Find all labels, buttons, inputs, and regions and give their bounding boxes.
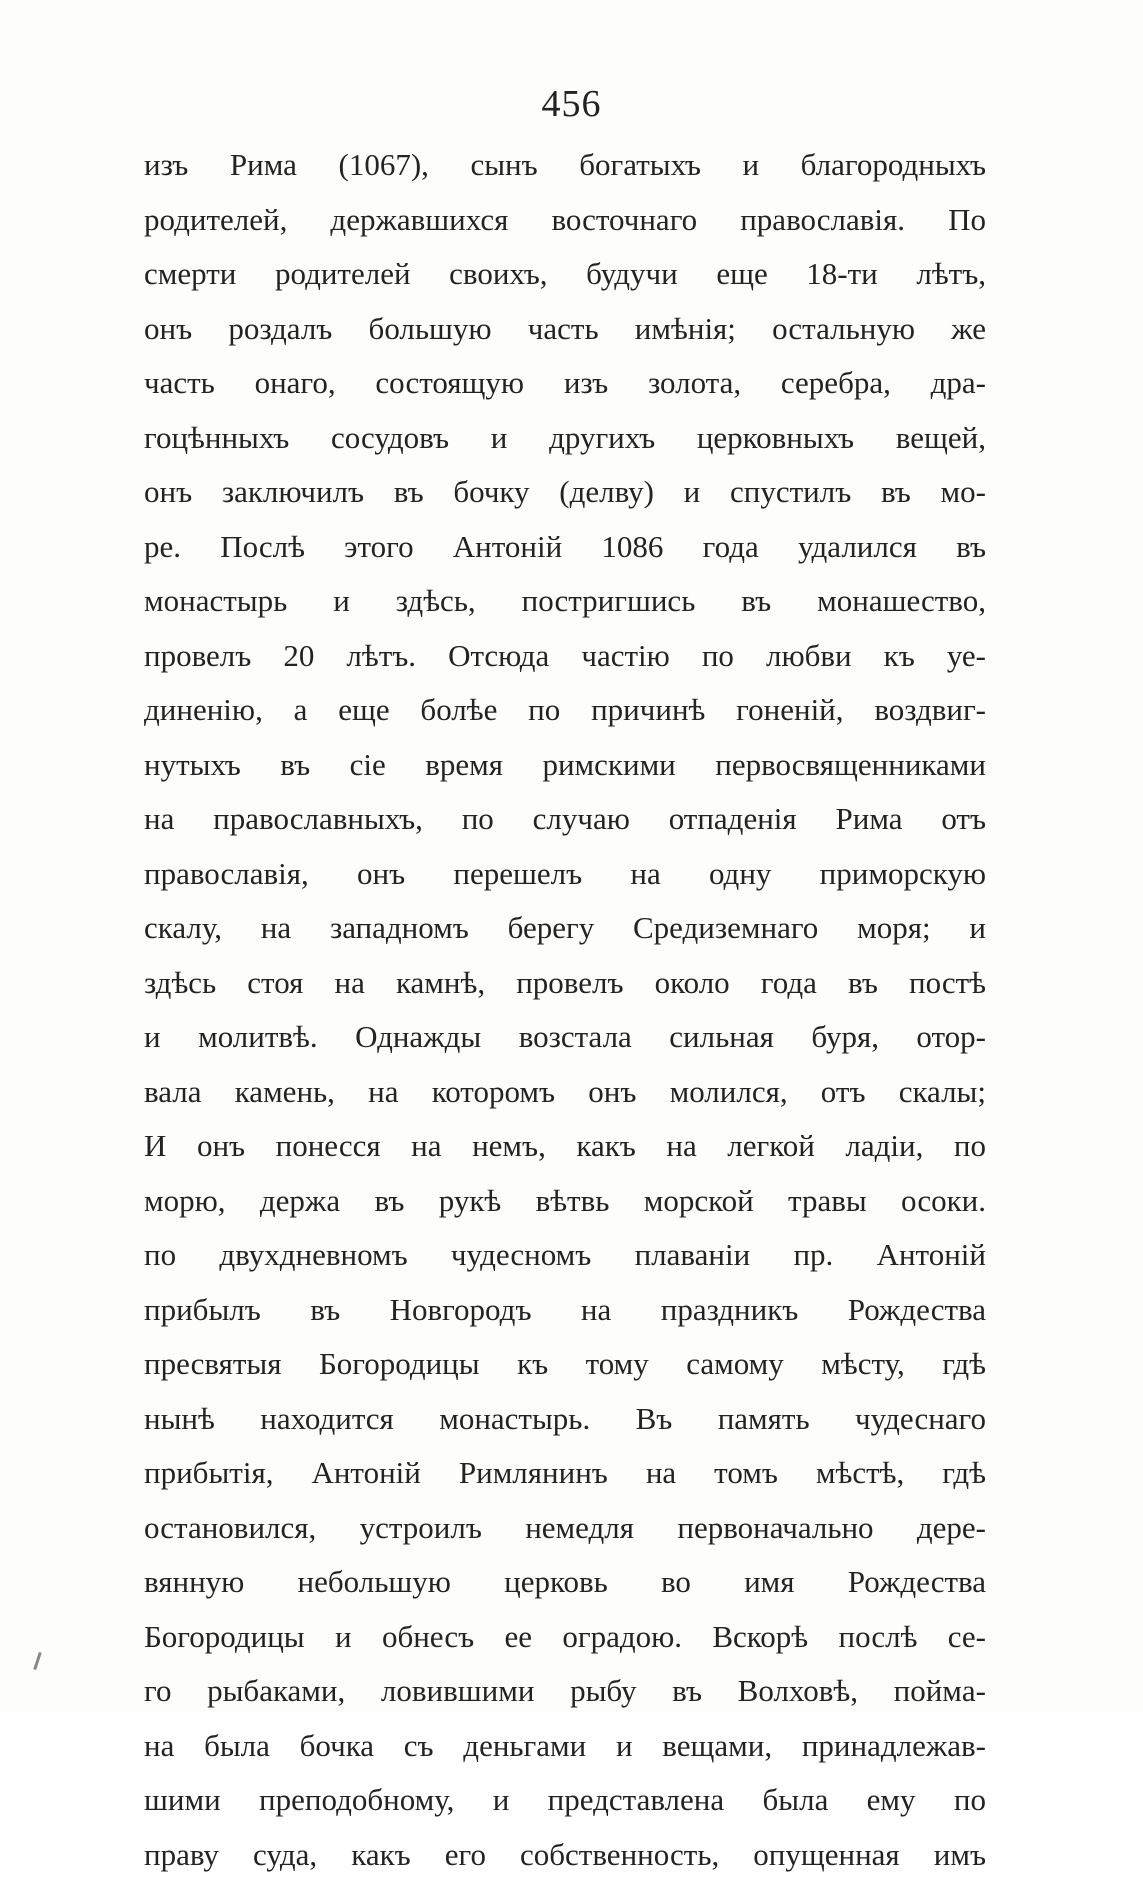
text-line: нынѣ находится монастырь. Въ память чудеснаго <box>144 1392 986 1447</box>
text-line: монастырь и здѣсь, постригшись въ монашество, <box>144 574 986 629</box>
body-text <box>144 138 986 1882</box>
text-line: остановился, устроилъ немедля первоначально дере- <box>144 1501 986 1556</box>
text-line: родителей, державшихся восточнаго православія. По <box>144 193 986 248</box>
text-line: часть онаго, состоящую изъ золота, серебра, дра- <box>144 356 986 411</box>
text-line: нутыхъ въ сіе время римскими первосвященниками <box>144 738 986 793</box>
text-line: вянную небольшую церковь во имя Рождества <box>144 1555 986 1610</box>
page-number: 456 <box>0 82 1143 126</box>
text-line: вала камень, на которомъ онъ молился, отъ скалы; <box>144 1065 986 1120</box>
text-line: ре. Послѣ этого Антоній 1086 года удалился въ <box>144 520 986 575</box>
text-line: го рыбаками, ловившими рыбу въ Волховѣ, поймa- <box>144 1664 986 1719</box>
text-line: прибытія, Антоній Римлянинъ на томъ мѣстѣ, гдѣ <box>144 1446 986 1501</box>
text-line: православія, онъ перешелъ на одну приморскую <box>144 847 986 902</box>
text-line: и молитвѣ. Однажды возстала сильная буря, отор- <box>144 1010 986 1065</box>
text-line: на была бочка съ деньгами и вещами, принадлежав- <box>144 1719 986 1774</box>
text-line: прибылъ въ Новгородъ на праздникъ Рождества <box>144 1283 986 1338</box>
text-line: на православныхъ, по случаю отпаденія Рима отъ <box>144 792 986 847</box>
text-line: смерти родителей своихъ, будучи еще 18-ти лѣтъ, <box>144 247 986 302</box>
text-line: изъ Рима (1067), сынъ богатыхъ и благородныхъ <box>144 138 986 193</box>
text-line: шими преподобному, и представлена была ему по <box>144 1773 986 1828</box>
text-line: И онъ понесся на немъ, какъ на легкой ладіи, по <box>144 1119 986 1174</box>
ink-mark <box>33 1652 41 1670</box>
text-line: морю, держа въ рукѣ вѣтвь морской травы осоки. <box>144 1174 986 1229</box>
text-line: скалу, на западномъ берегу Средиземнаго моря; и <box>144 901 986 956</box>
text-line: по двухдневномъ чудесномъ плаваніи пр. Антоній <box>144 1228 986 1283</box>
text-line: праву суда, какъ его собственность, опущенная имъ <box>144 1828 986 1882</box>
text-line: Богородицы и обнесъ ее оградою. Вскорѣ послѣ се- <box>144 1610 986 1665</box>
text-line: онъ заключилъ въ бочку (делву) и спустилъ въ мо- <box>144 465 986 520</box>
text-line: провелъ 20 лѣтъ. Отсюда частію по любви къ уе- <box>144 629 986 684</box>
text-line: диненію, а еще болѣе по причинѣ гоненій, воздвиг- <box>144 683 986 738</box>
text-line: онъ роздалъ большую часть имѣнія; остальную же <box>144 302 986 357</box>
text-line: гоцѣнныхъ сосудовъ и другихъ церковныхъ вещей, <box>144 411 986 466</box>
text-line: пресвятыя Богородицы къ тому самому мѣсту, гдѣ <box>144 1337 986 1392</box>
text-line: здѣсь стоя на камнѣ, провелъ около года въ постѣ <box>144 956 986 1011</box>
